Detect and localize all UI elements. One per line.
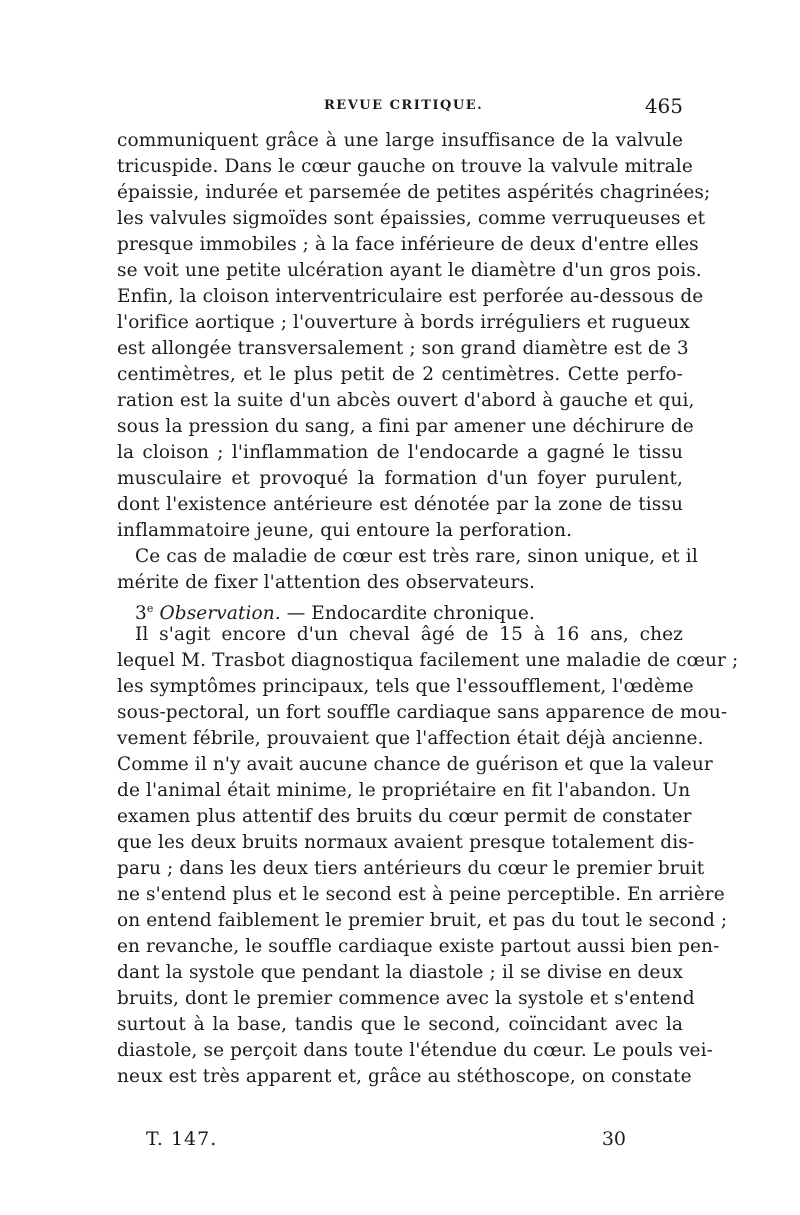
text-line: communiquent grâce à une large insuffisance de la valvule <box>117 130 683 151</box>
text-line: se voit une petite ulcération ayant le diamètre d'un gros pois. <box>117 260 702 281</box>
body-text <box>117 128 739 1090</box>
text-line: dont l'existence antérieure est dénotée par la zone de tissu <box>117 494 683 515</box>
text-line: épaissie, indurée et parsemée de petites aspérités chagrinées; <box>117 182 711 203</box>
text-line: l'orifice aortique ; l'ouverture à bords irréguliers et rugueux <box>117 312 690 333</box>
text-line: lequel M. Trasbot diagnostiqua facilement une maladie de cœur ; <box>117 650 739 671</box>
running-header <box>117 96 683 120</box>
observation-heading <box>117 596 683 625</box>
text-line: mérite de fixer l'attention des observateurs. <box>117 572 536 593</box>
text-line: la cloison ; l'inflammation de l'endocarde a gagné le tissu <box>117 442 683 463</box>
page-number: 465 <box>644 94 683 118</box>
text-line: est allongée transversalement ; son grand diamètre est de 3 <box>117 338 689 359</box>
text-line: Il s'agit encore d'un cheval âgé de 15 à 16 ans, chez <box>135 624 683 645</box>
text-line: que les deux bruits normaux avaient presque totalement dis- <box>117 832 695 853</box>
text-line: on entend faiblement le premier bruit, et pas du tout le second ; <box>117 910 728 931</box>
sheet-number: 30 <box>601 1128 626 1150</box>
text-line: sous-pectoral, un fort souffle cardiaque sans apparence de mou- <box>117 702 728 723</box>
text-line: les valvules sigmoïdes sont épaissies, comme verruqueuses et <box>117 208 706 229</box>
text-line: musculaire et provoqué la formation d'un foyer purulent, <box>117 468 683 489</box>
observation-subtitle: — Endocardite chronique. <box>280 603 535 625</box>
text-line: centimètres, et le plus petit de 2 centimètres. Cette perfo- <box>117 364 683 385</box>
text-line: presque immobiles ; à la face inférieure de deux d'entre elles <box>117 234 699 255</box>
observation-title: Observation. <box>159 603 281 625</box>
text-line: surtout à la base, tandis que le second, coïncidant avec la <box>117 1014 683 1035</box>
text-line: tricuspide. Dans le cœur gauche on trouve la valvule mitrale <box>117 156 693 177</box>
text-line: Comme il n'y avait aucune chance de guérison et que la valeur <box>117 754 713 775</box>
text-line: ration est la suite d'un abcès ouvert d'abord à gauche et qui, <box>117 390 695 411</box>
text-line: dant la systole que pendant la diastole ; il se divise en deux <box>117 962 683 983</box>
text-line: diastole, se perçoit dans toute l'étendue du cœur. Le pouls vei- <box>117 1040 713 1061</box>
observation-number: 3 <box>135 603 147 625</box>
text-line: Ce cas de maladie de cœur est très rare, sinon unique, et il <box>135 546 698 567</box>
text-line: les symptômes principaux, tels que l'essoufflement, l'œdème <box>117 676 694 697</box>
text-line: sous la pression du sang, a fini par amener une déchirure de <box>117 416 694 437</box>
running-head-title: REVUE CRITIQUE. <box>324 98 484 113</box>
text-line: bruits, dont le premier commence avec la systole et s'entend <box>117 988 695 1009</box>
text-line: ne s'entend plus et le second est à peine perceptible. En arrière <box>117 884 725 905</box>
signature-mark: T. 147. <box>146 1128 218 1150</box>
text-line: en revanche, le souffle cardiaque existe partout aussi bien pen- <box>117 936 720 957</box>
observation-superscript: e <box>146 602 154 615</box>
text-line: Enfin, la cloison interventriculaire est perforée au-dessous de <box>117 286 704 307</box>
text-line: inflammatoire jeune, qui entoure la perforation. <box>117 520 573 541</box>
text-line: neux est très apparent et, grâce au stéthoscope, on constate <box>117 1066 692 1087</box>
text-line: examen plus attentif des bruits du cœur permit de constater <box>117 806 692 827</box>
text-line: paru ; dans les deux tiers antérieurs du cœur le premier bruit <box>117 858 705 879</box>
page-footer <box>146 1128 626 1154</box>
text-line: de l'animal était minime, le propriétaire en fit l'abandon. Un <box>117 780 691 801</box>
text-line: vement fébrile, prouvaient que l'affection était déjà ancienne. <box>117 728 704 749</box>
